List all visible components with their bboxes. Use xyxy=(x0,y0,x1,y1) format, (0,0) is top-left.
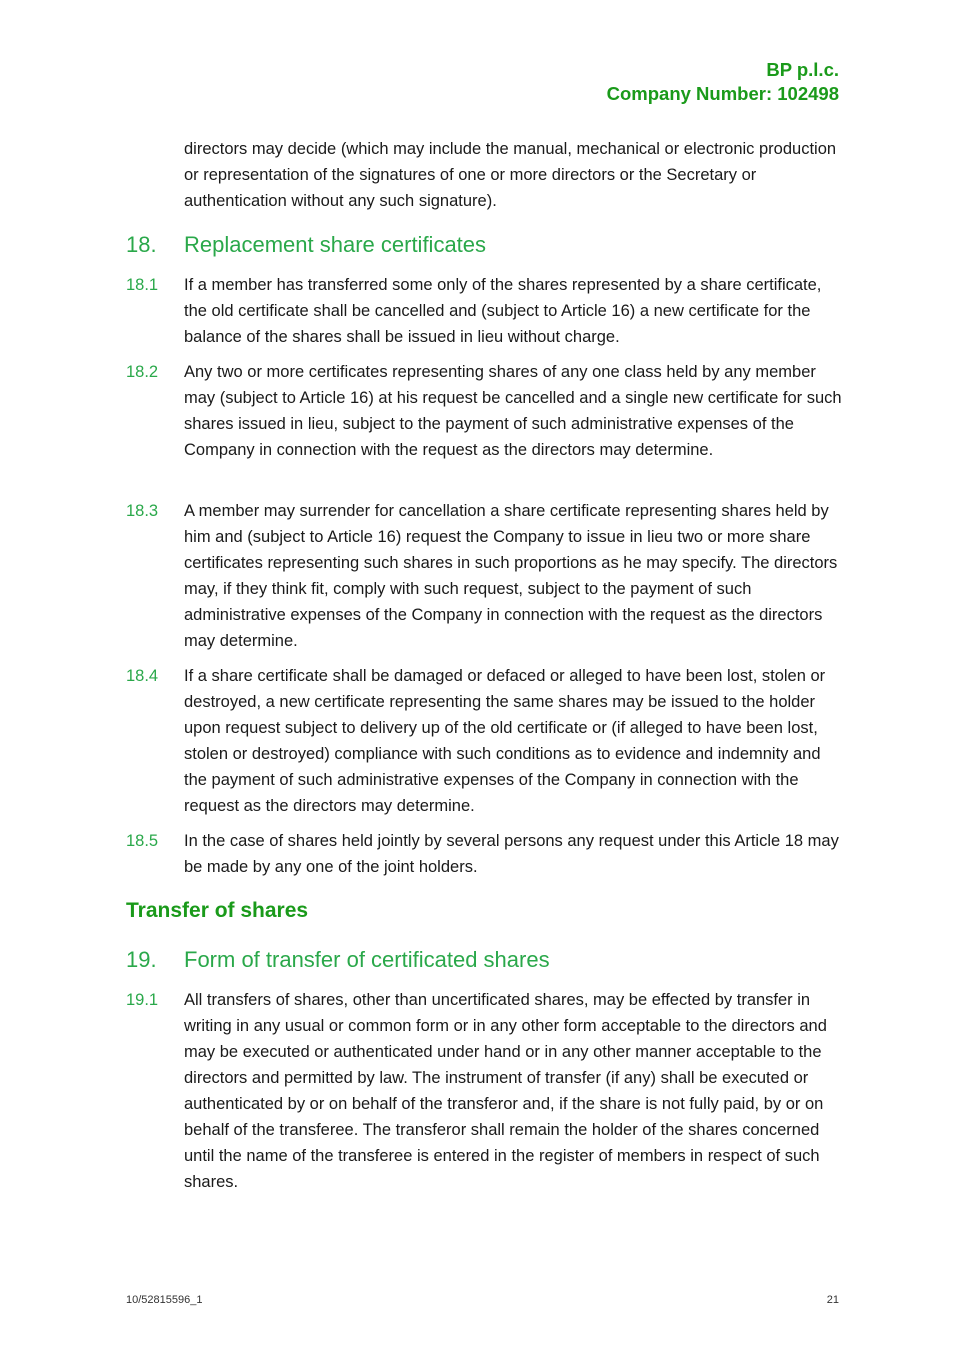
clause-18-5-number: 18.5 xyxy=(126,832,159,850)
clause-19-1-number: 19.1 xyxy=(126,991,159,1009)
clause-18-3-text: A member may surrender for cancellation a share certificate representing shares held by him and (subject to Article 16) request the Company to issue in lieu two or more share certificates representing such shares in such proportions as he may specify. The directors may, if they think fit, comply with such request, subject to the payment of such administrative expenses of the Company in connection with the request as the directors may determine. xyxy=(184,502,838,650)
document-reference: 10/52815596_1 xyxy=(126,1294,203,1306)
clause-19-1-text: All transfers of shares, other than uncertificated shares, may be effected by transfer in writing in any usual or common form or in any other form acceptable to the directors and may be executed or authenticated under hand or in any other manner acceptable to the directors and permitted by law. The instrument of transfer (if any) shall be executed or authenticated by or on behalf of the transferor and, if the share is not fully paid, by or on behalf of the transferee. The transferor shall remain the holder of the shares concerned until the name of the transferee is entered in the register of members in respect of such shares. xyxy=(184,991,827,1191)
article-18-number: 18. xyxy=(126,232,157,257)
page-header xyxy=(607,58,839,106)
page-number: 21 xyxy=(826,1294,839,1306)
clause-18-4-number: 18.4 xyxy=(126,667,159,685)
clause-18-2-text: Any two or more certificates representing shares of any one class held by any member may (subject to Article 16) at his request be cancelled and a single new certificate for such shares issued in lieu, subject to the payment of such administrative expenses of the Company in connection with the request as the directors may determine. xyxy=(184,363,842,459)
clause-18-2-number: 18.2 xyxy=(126,363,159,381)
clause-18-5-text: In the case of shares held jointly by several persons any request under this Article 18 may be made by any one of the joint holders. xyxy=(184,832,839,876)
article-19-number: 19. xyxy=(126,947,157,972)
article-19-title: Form of transfer of certificated shares xyxy=(184,947,550,972)
company-name: BP p.l.c. xyxy=(766,59,839,80)
intro-paragraph: directors may decide (which may include the manual, mechanical or electronic production or representation of the signatures of one or more directors or the Secretary or authentication without any such signature). xyxy=(184,140,837,210)
clause-18-1-number: 18.1 xyxy=(126,276,159,294)
company-number: Company Number: 102498 xyxy=(606,83,839,104)
clause-18-1-text: If a member has transferred some only of the shares represented by a share certificate, the old certificate shall be cancelled and (subject to Article 16) a new certificate for the balance of the shares shall be issued in lieu without charge. xyxy=(184,276,822,346)
clause-18-3-number: 18.3 xyxy=(126,502,159,520)
section-title: Transfer of shares xyxy=(126,899,309,922)
article-18-title: Replacement share certificates xyxy=(184,232,487,257)
clause-18-4-text: If a share certificate shall be damaged or defaced or alleged to have been lost, stolen or destroyed, a new certificate representing the same shares may be issued to the holder upon request subject to delivery up of the old certificate or (if alleged to have been lost, stolen or destroyed) compliance with such conditions as to evidence and indemnity and the payment of such administrative expenses of the Company in connection with the request as the directors may determine. xyxy=(184,667,826,815)
